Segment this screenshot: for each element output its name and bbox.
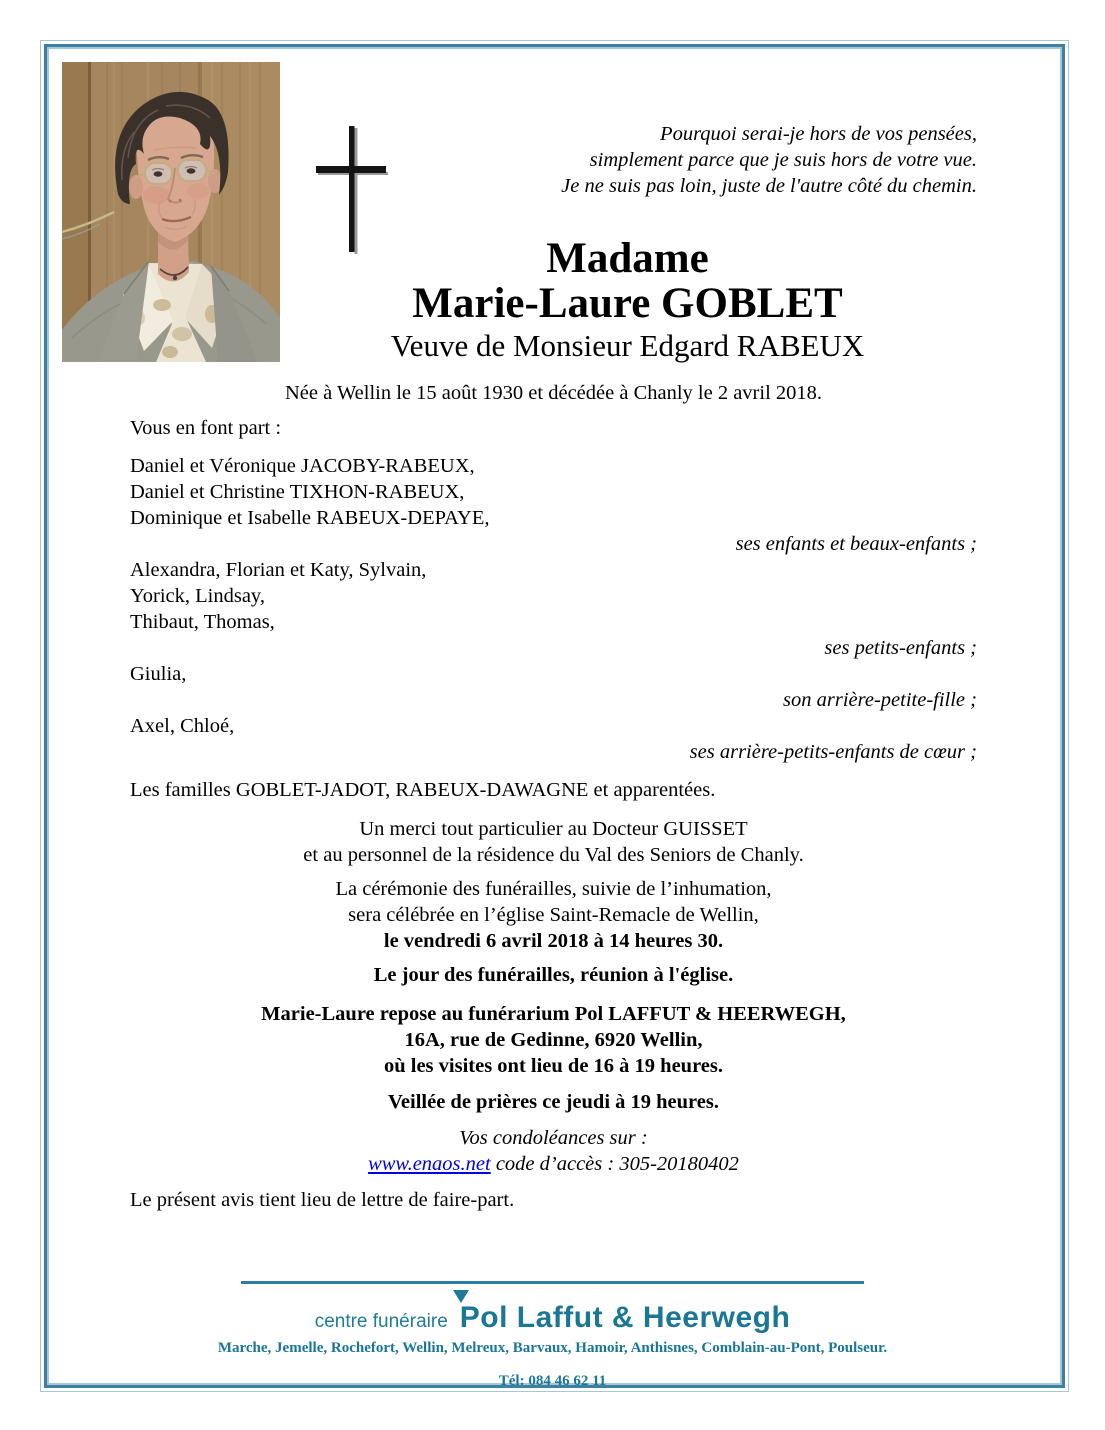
repose-line: où les visites ont lieu de 16 à 19 heures. (383, 1055, 724, 1077)
memorial-quote (561, 121, 977, 199)
heart-children-line: Axel, Chloé, (130, 715, 235, 737)
widow-line: Veuve de Monsieur Edgard RABEUX (390, 328, 865, 363)
brand-name: Pol Laffut & Heerwegh (459, 1301, 791, 1334)
triangle-down-icon (453, 1290, 469, 1303)
birth-death-line: Née à Wellin le 15 août 1930 et décédée à Chanly le 2 avril 2018. (284, 382, 823, 404)
children-line: Daniel et Véronique JACOBY-RABEUX, (130, 455, 475, 477)
repose-line: Marie-Laure repose au funérarium Pol LAFFUT & HEERWEGH, (261, 1003, 846, 1025)
condolences-code: code d’accès : 305-20180402 (490, 1153, 739, 1175)
children-line: Daniel et Christine TIXHON-RABEUX, (130, 481, 465, 503)
thanks-line: Un merci tout particulier au Docteur GUISSET (359, 818, 748, 840)
grandchildren-line: Alexandra, Florian et Katy, Sylvain, (130, 559, 427, 581)
condolences-intro: Vos condoléances sur : (459, 1127, 648, 1149)
meeting-line: Le jour des funérailles, réunion à l'église. (373, 964, 734, 986)
closing-line: Le présent avis tient lieu de lettre de faire-part. (130, 1189, 515, 1211)
footer-phone: Tél: 084 46 62 11 (498, 1373, 607, 1389)
grandchildren-line: Thibaut, Thomas, (130, 611, 275, 633)
great-grandchild-line: Giulia, (130, 663, 187, 685)
deceased-title-block (195, 236, 1060, 365)
enaos-link[interactable]: www.enaos.net (368, 1153, 491, 1175)
footer-divider (241, 1281, 864, 1284)
vigil-line: Veillée de prières ce jeudi à 19 heures. (388, 1091, 719, 1113)
thanks-line: et au personnel de la résidence du Val des Seniors de Chanly. (303, 844, 804, 866)
footer-cities: Marche, Jemelle, Rochefort, Wellin, Melreux, Barvaux, Hamoir, Anthisnes, Comblain-au-Pont, Poulseur. (217, 1340, 888, 1356)
announcement-intro: Vous en font part : (130, 417, 282, 439)
grandchildren-line: Yorick, Lindsay, (130, 585, 265, 607)
children-line: Dominique et Isabelle RABEUX-DEPAYE, (130, 507, 490, 529)
deceased-name: Marie-Laure GOBLET (412, 280, 843, 327)
families-line: Les familles GOBLET-JADOT, RABEUX-DAWAGNE et apparentées. (130, 779, 716, 801)
ceremony-line: sera célébrée en l’église Saint-Remacle de Wellin, (348, 904, 759, 926)
quote-line: simplement parce que je suis hors de votre vue. (589, 149, 977, 171)
announcement-body (130, 380, 977, 1213)
ceremony-line: La cérémonie des funérailles, suivie de l’inhumation, (335, 878, 772, 900)
great-grandchild-label: son arrière-petite-fille ; (783, 689, 977, 711)
cross-icon (316, 126, 390, 254)
quote-line: Je ne suis pas loin, juste de l'autre côté du chemin. (561, 175, 977, 197)
grandchildren-label: ses petits-enfants ; (824, 637, 977, 659)
heart-children-label: ses arrière-petits-enfants de cœur ; (689, 741, 977, 763)
repose-line: 16A, rue de Gedinne, 6920 Wellin, (404, 1029, 703, 1051)
condolences-line (130, 1151, 977, 1177)
quote-line: Pourquoi serai-je hors de vos pensées, (660, 123, 977, 145)
funeral-home-footer (0, 1281, 1105, 1405)
children-label: ses enfants et beaux-enfants ; (735, 533, 977, 555)
ceremony-date-line: le vendredi 6 avril 2018 à 14 heures 30. (383, 930, 724, 952)
brand-prefix: centre funéraire (314, 1311, 448, 1332)
funeral-home-brand (0, 1300, 1105, 1339)
title-madame: Madame (546, 235, 709, 282)
